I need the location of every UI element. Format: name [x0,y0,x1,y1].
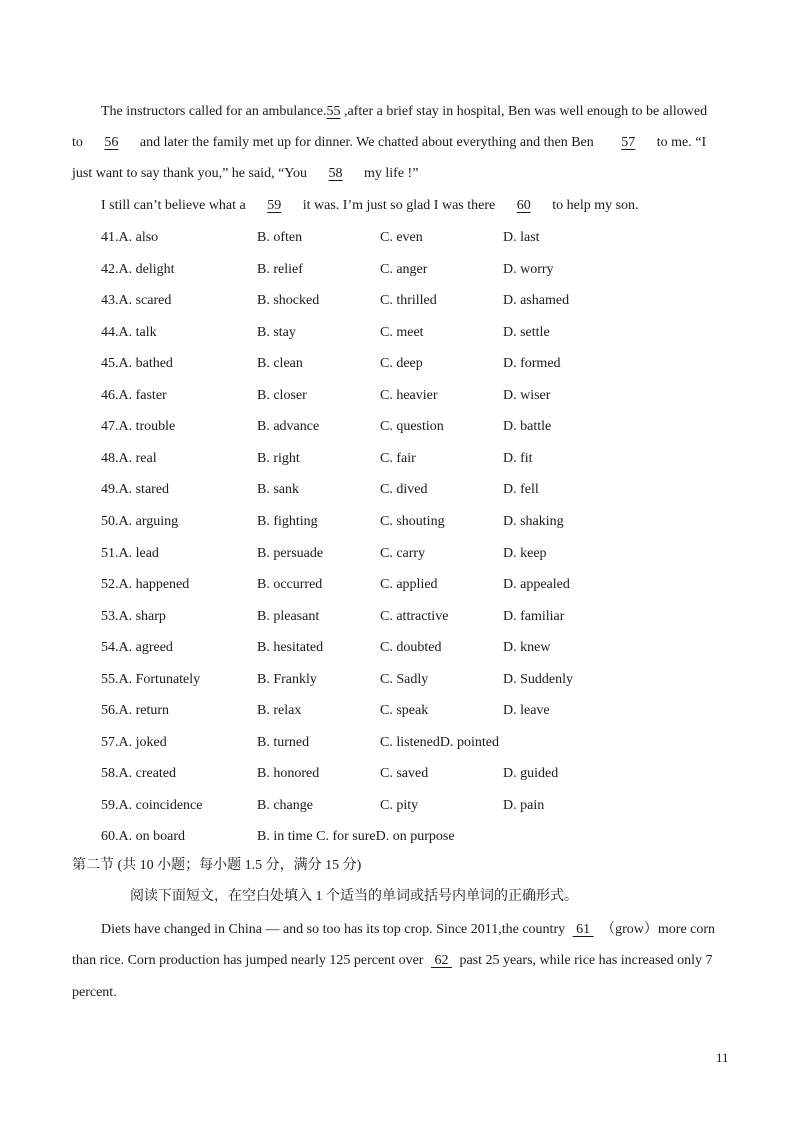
option-c: C. carry [380,546,426,561]
page-number: 11 [716,1050,729,1065]
blank-59: 59 [267,198,282,213]
passage-text: to help my son. [552,198,639,213]
passage-text: it was. I’m just so glad I was there [302,198,496,213]
passage-text: past 25 years, while rice has increased only 7 [459,953,713,968]
option-number-a: 52.A. happened [101,577,190,592]
option-d: D. Suddenly [503,672,573,687]
option-number-a: 49.A. stared [101,482,170,497]
option-c: C. doubted [380,640,442,655]
option-number-a: 50.A. arguing [101,514,179,529]
option-number-a: 55.A. Fortunately [101,672,201,687]
option-d: D. worry [503,262,554,277]
option-number-a: 53.A. sharp [101,609,166,624]
passage-text: percent. [72,985,117,1000]
section-instruction: 阅读下面短文，在空白处填入 1 个适当的单词或括号内单词的正确形式。 [130,889,578,904]
option-b: B. occurred [257,577,323,592]
option-number-a: 51.A. lead [101,546,159,561]
passage-line [72,951,732,971]
passage-text: Diets have changed in China — and so too has its top crop. Since 2011,the country [101,922,566,937]
option-b: B. right [257,451,300,466]
passage-text: to [72,135,83,150]
blank-62: 62 [430,953,452,968]
option-number-a: 46.A. faster [101,388,167,403]
option-number-a: 42.A. delight [101,262,175,277]
option-number-a: 56.A. return [101,703,170,718]
option-c: C. anger [380,262,428,277]
option-number-a: 59.A. coincidence [101,798,203,813]
option-b: B. change [257,798,313,813]
option-c: C. even [380,230,423,245]
passage-line [101,920,761,940]
option-d: D. shaking [503,514,564,529]
blank-61: 61 [572,922,594,937]
option-c: C. speak [380,703,429,718]
option-number-a: 41.A. also [101,230,159,245]
option-b: B. advance [257,419,320,434]
passage-text: （grow）more corn [601,922,716,937]
passage-line [72,164,732,184]
option-c: C. applied [380,577,438,592]
option-number-a: 48.A. real [101,451,157,466]
option-c: C. saved [380,766,429,781]
option-c: C. deep [380,356,423,371]
passage-line [101,196,761,216]
option-b: B. relax [257,703,302,718]
option-d: D. knew [503,640,551,655]
option-c: C. meet [380,325,424,340]
option-b: B. turned [257,735,310,750]
option-number-a: 45.A. bathed [101,356,173,371]
passage-line [101,102,761,122]
option-d: D. ashamed [503,293,570,308]
option-d: D. familiar [503,609,565,624]
option-b: B. often [257,230,303,245]
blank-55: 55 [326,104,341,119]
option-c: C. listenedD. pointed [380,735,499,750]
blank-56: 56 [104,135,119,150]
option-number-a: 43.A. scared [101,293,172,308]
option-c: C. dived [380,482,428,497]
option-number-a: 44.A. talk [101,325,157,340]
option-number-a: 47.A. trouble [101,419,176,434]
option-d: D. guided [503,766,559,781]
passage-text: ,after a brief stay in hospital, Ben was well enough to be allowed [340,104,708,119]
option-d: D. last [503,230,540,245]
blank-60: 60 [516,198,531,213]
option-c: C. question [380,419,444,434]
option-d: D. settle [503,325,550,340]
section-heading: 第二节 (共 10 小题；每小题 1.5 分，满分 15 分) [72,858,362,873]
option-b: B. relief [257,262,303,277]
passage-text: my life !” [364,166,419,181]
option-d: D. keep [503,546,547,561]
option-d: D. leave [503,703,550,718]
option-b: B. in time C. for sureD. on purpose [257,829,455,844]
passage-line [72,983,732,1003]
passage-text: The instructors called for an ambulance. [101,104,327,119]
option-number-a: 60.A. on board [101,829,185,844]
option-b: B. closer [257,388,307,403]
option-number-a: 57.A. joked [101,735,167,750]
option-b: B. Frankly [257,672,317,687]
passage-line [72,133,732,153]
option-d: D. fit [503,451,533,466]
option-b: B. pleasant [257,609,320,624]
passage-text: than rice. Corn production has jumped nearly 125 percent over [72,953,424,968]
option-c: C. Sadly [380,672,429,687]
option-c: C. fair [380,451,416,466]
option-b: B. clean [257,356,303,371]
option-d: D. wiser [503,388,551,403]
option-c: C. thrilled [380,293,437,308]
passage-text: just want to say thank you,” he said, “You [72,166,307,181]
passage-text: I still can’t believe what a [101,198,246,213]
option-b: B. stay [257,325,296,340]
option-number-a: 58.A. created [101,766,177,781]
option-b: B. honored [257,766,320,781]
option-number-a: 54.A. agreed [101,640,173,655]
blank-57: 57 [621,135,636,150]
passage-text: to me. “I [656,135,707,150]
option-d: D. fell [503,482,539,497]
option-c: C. attractive [380,609,449,624]
option-d: D. pain [503,798,545,813]
option-d: D. appealed [503,577,570,592]
option-b: B. persuade [257,546,324,561]
option-b: B. hesitated [257,640,324,655]
option-c: C. shouting [380,514,445,529]
blank-58: 58 [328,166,343,181]
option-d: D. battle [503,419,552,434]
option-b: B. fighting [257,514,318,529]
option-c: C. heavier [380,388,438,403]
passage-text: and later the family met up for dinner. We chatted about everything and then Ben [139,135,594,150]
option-c: C. pity [380,798,419,813]
option-d: D. formed [503,356,561,371]
option-b: B. sank [257,482,299,497]
option-b: B. shocked [257,293,320,308]
